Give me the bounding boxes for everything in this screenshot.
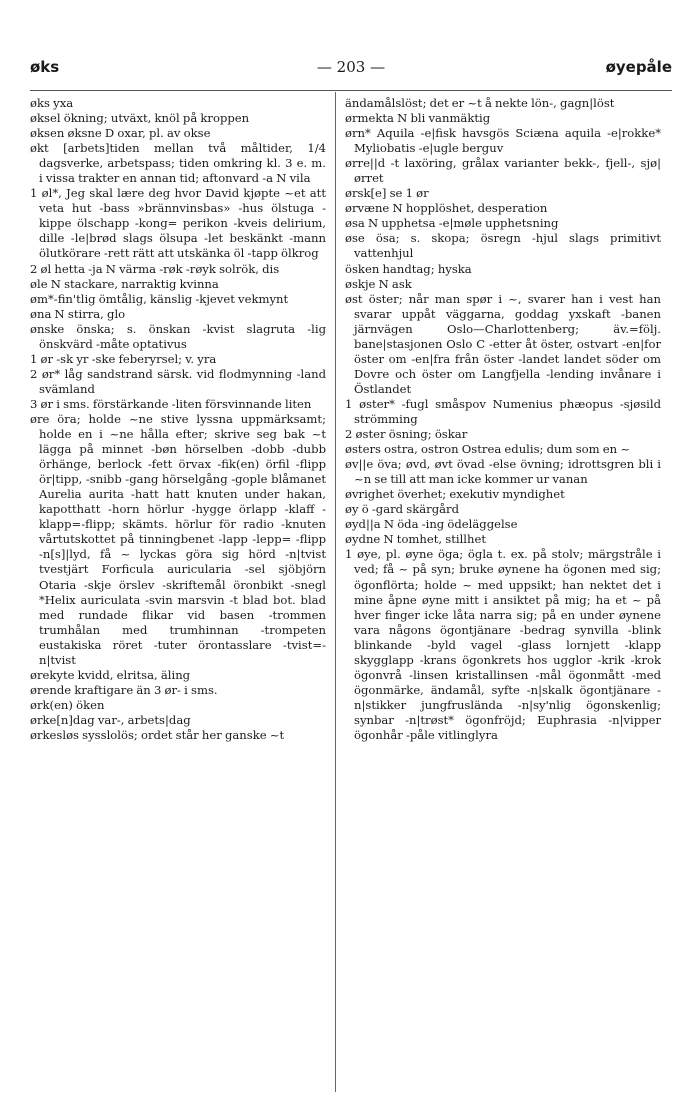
dictionary-entry: ørke[n]dag var-, arbets|dag <box>30 712 191 727</box>
dictionary-entry: ørende kraftigare än 3 ør- i sms. <box>30 682 218 697</box>
dictionary-entry: ønske önska; s. önskan -kvist slagruta -lig önskvärd -måte optativus <box>30 321 326 351</box>
dictionary-entry: 3 ør i sms. förstärkande -liten försvinnande liten <box>30 396 312 411</box>
dictionary-entry: ørkesløs sysslolös; ordet står her ganske ~t <box>30 727 285 742</box>
page-header <box>30 58 672 84</box>
dictionary-entry: 2 øster ösning; öskar <box>345 427 468 442</box>
dictionary-entry: øvrighet överhet; exekutiv myndighet <box>345 487 565 502</box>
right-column <box>345 96 661 743</box>
dictionary-entry: 1 øster* -fugl småspov Numenius phæopus -sjøsild strömming <box>345 396 661 426</box>
dictionary-entry: øst öster; når man spør i ~, svarer han i vest han svarar uppåt väggarna, goddag yxskaft -banen järnvägen Oslo—Charlottenberg; äv.=följ. bane|stasjonen Oslo C -etter åt öster, ostvart -en|for öster om -en|fra från öster -landet landet söder om Dovre och öster om Langfjella -lending invånare i Östlandet <box>345 291 661 396</box>
header-rule <box>30 90 672 91</box>
dictionary-entry: øksen øksne D oxar, pl. av okse <box>30 126 211 141</box>
dictionary-entry: øskje N ask <box>345 276 412 291</box>
left-column <box>30 96 326 743</box>
dictionary-entry: øle N stackare, narraktig kvinna <box>30 276 219 291</box>
dictionary-entry: øse ösa; s. skopa; ösregn -hjul slags primitivt vattenhjul <box>345 231 661 261</box>
dictionary-entry: øks yxa <box>30 96 74 110</box>
dictionary-entry: øy ö -gard skärgård <box>345 502 460 517</box>
dictionary-entry: 1 øye, pl. øyne öga; ögla t. ex. på stolv; märgstråle i ved; få ~ på syn; bruke øynene ha ögonen med sig; ögonflörta; holde ~ med uppsikt; han nektet det i mine åpne øyne mitt i ansiktet på mig; ha et ~ på hver finger icke låta narra sig; på en under øynene vara någons ögontjänare -bedrag synvilla -blink blinkande -byld vagel -glass lornjett -klapp skygglapp -krans ögonkrets hos ugglor -krik -krok ögonvrå -linsen kristallinsen -mål ögonmått -med ögonmärke, ändamål, syfte -n|skalk ögontjänare -n|stikker jungfrusländа -n|sy'nlig ögonskenlig; synbar -n|trøst* ögonfröjd; Euphrasia -n|vipper ögonhår -påle vitlinglyra <box>345 547 661 742</box>
dictionary-entry: 2 ør* låg sandstrand särsk. vid flodmynning -land svämland <box>30 366 326 396</box>
dictionary-entry: 1 ør -sk yr -ske feberyrsel; v. yra <box>30 351 217 366</box>
dictionary-entry: øydne N tomhet, stillhet <box>345 532 487 547</box>
dictionary-entry: ändamålslöst; det er ~t å nekte lön-, gagn|löst <box>345 96 615 110</box>
dictionary-entry: ørsk[e] se 1 ør <box>345 186 429 201</box>
dictionary-entry: øksel ökning; utväxt, knöl på kroppen <box>30 111 250 126</box>
dictionary-entry: ørk(en) öken <box>30 697 105 712</box>
dictionary-entry: østers ostra, ostron Ostrea edulis; dum som en ~ <box>345 442 631 457</box>
dictionary-entry: ørekyte kvidd, elritsa, äling <box>30 667 191 682</box>
right-running-headword: øyepåle <box>605 58 672 76</box>
dictionary-entry: ösken handtag; hyska <box>345 261 472 276</box>
dictionary-entry: ørn* Aquila -e|fisk havsgös Sciæna aquila -e|rokke* Myliobatis -e|ugle berguv <box>345 126 661 156</box>
dictionary-entry: ørvæne N hopplöshet, desperation <box>345 201 548 216</box>
dictionary-entry: øyd||a N öda -ing ödeläggelse <box>345 517 518 532</box>
dictionary-entry: 1 øl*, Jeg skal lære deg hvor David kjøpte ~et att veta hut -bass »brännvinsbas» -hus ölstuga -kippe ölschapp -kong= perikon -kveis delirium, dille -le|brød slags ölsupa -let beskänkt -mann ölutkörare -rett rätt att utskänka öl -tapp ölkrog <box>30 186 326 261</box>
dictionary-entry: øsa N upphetsa -e|møle upphetsning <box>345 216 559 231</box>
dictionary-entry: ørre||d -t laxöring, grålax varianter bekk-, fjell-, sjø|ørret <box>345 156 661 186</box>
dictionary-entry: øna N stirra, glo <box>30 306 126 321</box>
dictionary-entry: øre öra; holde ~ne stive lyssna uppmärksamt; holde en i ~ne hålla efter; skrive seg bak ~t lägga på minnet -bøn hörselben -dobb -dubb örhänge, berlock -fett örvax -fik(en) örfil -flipp ör|tipp, -snibb -gang hörselgång -gople blåmanet Aurelia aurita -hatt hatt knuten under hakan, kapotthatt -horn hörlur -hygge örlapp -klaff -klapp=-flipp; skämts. hörlur för radio -knuten vårtutskottet på tinningbenet -lapp -lepp= -flipp -n[s]|lyd, få ~ lyckas göra sig hörd -n|tvist tvestjärt Forficula auricularia -sel sjöbjörn Otaria -skje örslev -skriftemål öronbikt -snegl *Helix auriculata -svin marsvin -t blad bot. blad med rundade flikar vid basen -trommen trumhålan med trumhinnan -trompeten eustakiska röret -tuter örontasslare -tvist=-n|tvist <box>30 411 326 667</box>
dictionary-entry: ørmekta N bli vanmäktig <box>345 111 491 126</box>
left-running-headword: øks <box>30 58 60 76</box>
column-divider <box>335 92 336 1092</box>
dictionary-entry: økt [arbets]tiden mellan två måltider, 1/4 dagsverke, arbetspass; tiden omkring kl. 3 e. m. i vissa trakter en annan tid; aftonvard -a N vila <box>30 141 326 186</box>
dictionary-entry: øv||e öva; øvd, øvt övad -else övning; idrottsgren bli i ~n se till att man icke kommer ur vanan <box>345 457 661 487</box>
page-number: — 203 — <box>316 58 386 76</box>
dictionary-entry: 2 øl hetta -ja N värma -røk -røyk solrök, dis <box>30 261 280 276</box>
dictionary-entry: øm*-fin'tlig ömtålig, känslig -kjevet vekmynt <box>30 291 289 306</box>
